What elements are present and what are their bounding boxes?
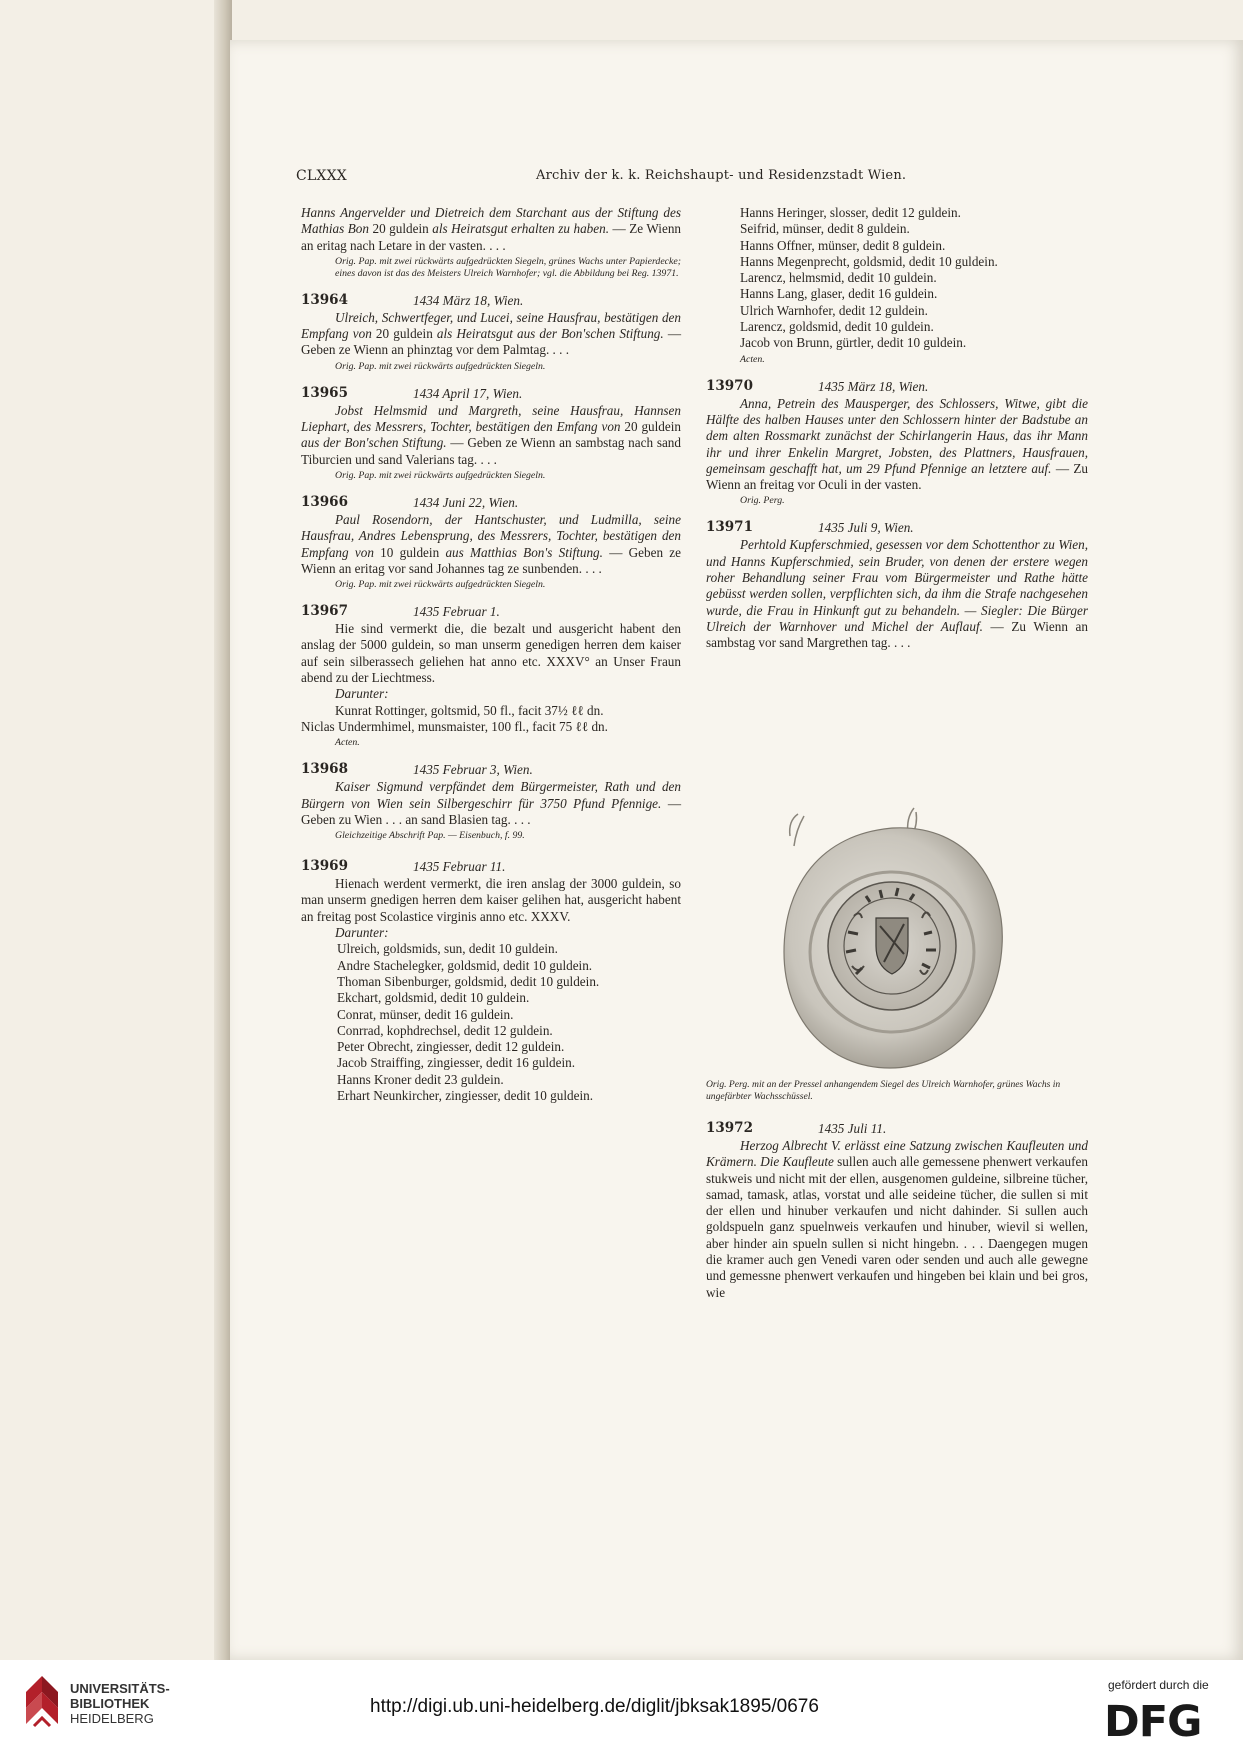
- entry-source: Orig. Pap. mit zwei rückwärts aufgedrückten Siegeln.: [335, 360, 546, 372]
- seal-caption: Orig. Perg. mit an der Pressel anhangendem Siegel des Ulreich Warnhofer, grünes Wachs in ungefärbter Wachsschüssel.: [706, 1079, 1061, 1102]
- entry-heading: [301, 603, 681, 621]
- entry-body: Perhtold Kupferschmied, gesessen vor dem Schottenthor zu Wien, und Hanns Kupferschmied, sein Bruder, von denen der erstere wegen roher Behandlung seiner Frau vom Bürgermeister und Rathe hätte gebüsst werden sollen, verpflichten sich, da ihm die Strafe nachgesehen wurde, die Frau in Hinkunft gut zu behandeln. — Siegler: Die Bürger Ulreich der Warnhover und Michel der Auflauf. — Zu Wienn an sambstag vor sand Margrethen tag. . . .: [706, 537, 1088, 651]
- entry-heading: [706, 1120, 1088, 1138]
- entry-source: Orig. Pap. mit zwei rückwärts aufgedrückten Siegeln.: [335, 579, 546, 591]
- source-url-link[interactable]: http://digi.ub.uni-heidelberg.de/diglit/jbksak1895/0676: [370, 1696, 819, 1717]
- entry-body: Jobst Helmsmid und Margreth, seine Hausfrau, Hannsen Liephart, des Messrers, Tochter, bestätigen den Emfang von 20 guldein aus der Bon'schen Stiftung. — Geben ze Wienn an sambstag nach sand Tiburcien und sand Valerians tag. . . .: [301, 402, 681, 467]
- names-list: [301, 941, 681, 1104]
- darunter-label: Darunter:: [335, 925, 389, 941]
- entry-date: 1435 Februar 3, Wien.: [413, 762, 533, 778]
- list-item: Andre Stachelegker, goldsmid, dedit 10 guldein.: [337, 957, 593, 973]
- list-item: Peter Obrecht, zingiesser, dedit 12 guldein.: [337, 1039, 565, 1055]
- entry-number: 13972: [706, 1120, 753, 1136]
- list-item: Jacob von Brunn, gürtler, dedit 10 guldein.: [740, 335, 967, 351]
- list-item: Seifrid, münser, dedit 8 guldein.: [740, 221, 910, 237]
- list-item: Ekchart, goldsmid, dedit 10 guldein.: [337, 990, 530, 1006]
- entry-heading: [706, 378, 1088, 396]
- university-library-logo[interactable]: [12, 1672, 72, 1734]
- entry-heading: [706, 519, 1088, 537]
- entry-date: 1435 Juli 11.: [818, 1121, 887, 1136]
- dfg-logo[interactable]: DFG: [1104, 1697, 1202, 1747]
- entry-date: 1434 April 17, Wien.: [413, 385, 523, 401]
- entry-body: Anna, Petrein des Mausperger, des Schlossers, Witwe, gibt die Hälfte des halben Hauses unter den Schlossern hinter der Badstube an dem alten Rossmarkt zunächst der Schirlangerin Haus, das ihr Mann ihr und ihrer Enkelin Margret, Jobsten, des Plattners, Hausfrauen, gemeinsam geschafft hat, um 29 Pfund Pfennige an letztere auf. — Zu Wienn an freitag vor Oculi in der vasten.: [706, 395, 1088, 493]
- list-item: Jacob Straiffing, zingiesser, dedit 16 guldein.: [337, 1055, 576, 1071]
- names-list-continued: [706, 205, 1088, 352]
- entry-source: Gleichzeitige Abschrift Pap. — Eisenbuch, f. 99.: [335, 830, 525, 842]
- entry-date: 1434 März 18, Wien.: [413, 292, 524, 308]
- entry-source: Orig. Pap. mit zwei rückwärts aufgedrückten Siegeln.: [335, 469, 546, 481]
- funding-label: gefördert durch die: [1108, 1678, 1209, 1692]
- seal-image: [780, 806, 1006, 1072]
- running-title: Archiv der k. k. Reichshaupt- und Residenzstadt Wien.: [536, 168, 907, 183]
- list-item: Conrat, münser, dedit 16 guldein.: [337, 1006, 514, 1022]
- list-item: Erhart Neunkircher, zingiesser, dedit 10 guldein.: [337, 1087, 594, 1103]
- entry-date: 1435 Februar 1.: [413, 604, 500, 620]
- intro-text: Hanns Angervelder und Dietreich dem Starchant aus der Stiftung des Mathias Bon 20 guldein als Heiratsgut erhalten zu haben. — Ze Wienn an eritag nach Letare in der vasten. . . .: [301, 205, 682, 253]
- entry-number: 13965: [301, 384, 348, 401]
- entry-body: Hienach werdent vermerkt, die iren anslag der 3000 guldein, so man unserm gnedigen herren dem kaiser gelihen hat, ausgericht habent an freitag post Scolastice virginis anno etc. XXXV.: [301, 876, 681, 924]
- entry-number: 13969: [301, 858, 348, 875]
- entry-source: Acten.: [335, 737, 360, 749]
- list-item: Larencz, goldsmid, dedit 10 guldein.: [740, 319, 934, 335]
- seal-svg: [780, 806, 1006, 1072]
- entry-body: Hie sind vermerkt die, die bezalt und ausgericht habent den anslag der 5000 guldein, so man unserm genedigen herren dem kaiser auf sein silberassech geliehen hat anno etc. XXXV° an Unser Fraun abend zu der Liechtmess.: [301, 621, 681, 686]
- right-column-bottom: [706, 1120, 1088, 1301]
- list-item: Thoman Sibenburger, goldsmid, dedit 10 guldein.: [337, 973, 600, 989]
- entry-body: Paul Rosendorn, der Hantschuster, und Ludmilla, seine Hausfrau, Andres Lebensprung, des Messrers, Tochter, bestätigen den Empfang von 10 guldein aus Matthias Bon's Stiftung. — Geben ze Wienn an eritag vor sand Johannes tag ze sunbenden. . . .: [301, 511, 682, 576]
- entry-number: 13964: [301, 291, 348, 308]
- intro-source: Orig. Pap. mit zwei rückwärts aufgedrückten Siegeln, grünes Wachs unter Papierdecke; eines davon ist das des Meisters Ulreich Warnhofer; vgl. die Abbildung bei Reg. 13971.: [335, 255, 681, 279]
- entry-body: Ulreich, Schwertfeger, und Lucei, seine Hausfrau, bestätigen den Empfang von 20 guldein als Heiratsgut aus der Bon'schen Stiftung. — Geben ze Wienn an phinztag vor dem Palmtag. . . .: [301, 309, 682, 358]
- page-number: CLXXX: [296, 168, 347, 184]
- darunter-label: Darunter:: [335, 686, 389, 702]
- entry-number: 13967: [301, 603, 348, 620]
- list-item: Hanns Offner, münser, dedit 8 guldein.: [740, 237, 946, 253]
- entry-number: 13968: [301, 761, 348, 778]
- left-column: [301, 205, 681, 1104]
- entry-body: Herzog Albrecht V. erlässt eine Satzung zwischen Kaufleuten und Krämern. Die Kaufleute sullen auch alle gemessene phenwert verkaufen stukweis und nicht mit der ellen, ausgenomen guldeine, silbreine tücher, samad, tamask, atlas, vorstat und alle seideine tücher, die sullen si mit der ellen und hinuber verkaufen und nicht dahinder. Si sullen auch goldspueln ganz spuelnweis verkaufen und hinuber, wievil si wellen, aber hinder ain spueln sullen si nicht hingebn. . . . Daengegen mugen die kramer auch gen Venedi varen oder senden und auch alle gewegne und gemessne phenwert verkaufen und hingeben bei klain und bei gros, wie: [706, 1138, 1088, 1300]
- right-column: [706, 205, 1088, 652]
- list-item: Conrrad, kophdrechsel, dedit 12 guldein.: [337, 1022, 553, 1038]
- entry-source: Acten.: [740, 353, 765, 365]
- entry-body: Kaiser Sigmund verpfändet dem Bürgermeister, Rath und den Bürgern von Wien sein Silbergeschirr für 3750 Pfund Pfennige. — Geben zu Wien . . . an sand Blasien tag. . . .: [301, 779, 682, 827]
- entry-date: 1434 Juni 22, Wien.: [413, 494, 519, 510]
- list-line: Niclas Undermhimel, munsmaister, 100 fl., facit 75 ℓℓ dn.: [301, 718, 608, 734]
- entry-number: 13971: [706, 519, 753, 536]
- list-line: Kunrat Rottinger, goltsmid, 50 fl., facit 37½ ℓℓ dn.: [335, 702, 604, 718]
- list-item: Ulreich, goldsmids, sun, dedit 10 guldein.: [337, 941, 558, 957]
- list-item: Hanns Heringer, slosser, dedit 12 guldein.: [740, 205, 961, 220]
- entry-heading: [301, 761, 681, 779]
- list-item: Hanns Megenprecht, goldsmid, dedit 10 guldein.: [740, 253, 998, 269]
- list-item: Hanns Kroner dedit 23 guldein.: [337, 1071, 504, 1087]
- library-name: UNIVERSITÄTS- BIBLIOTHEK HEIDELBERG: [70, 1681, 170, 1726]
- entry-date: 1435 März 18, Wien.: [818, 378, 929, 394]
- entry-date: 1435 Juli 9, Wien.: [818, 520, 914, 536]
- entry-source: Orig. Perg.: [740, 495, 785, 507]
- entry-number: 13966: [301, 493, 348, 510]
- entry-heading: [301, 494, 681, 512]
- list-item: Larencz, helmsmid, dedit 10 guldein.: [740, 270, 937, 286]
- entry-date: 1435 Februar 11.: [413, 859, 506, 875]
- list-item: Hanns Lang, glaser, dedit 16 guldein.: [740, 286, 938, 302]
- entry-heading: [301, 292, 681, 310]
- entry-heading: [301, 385, 681, 403]
- entry-number: 13970: [706, 377, 753, 394]
- entry-heading: [301, 858, 681, 876]
- list-item: Ulrich Warnhofer, dedit 12 guldein.: [740, 302, 928, 318]
